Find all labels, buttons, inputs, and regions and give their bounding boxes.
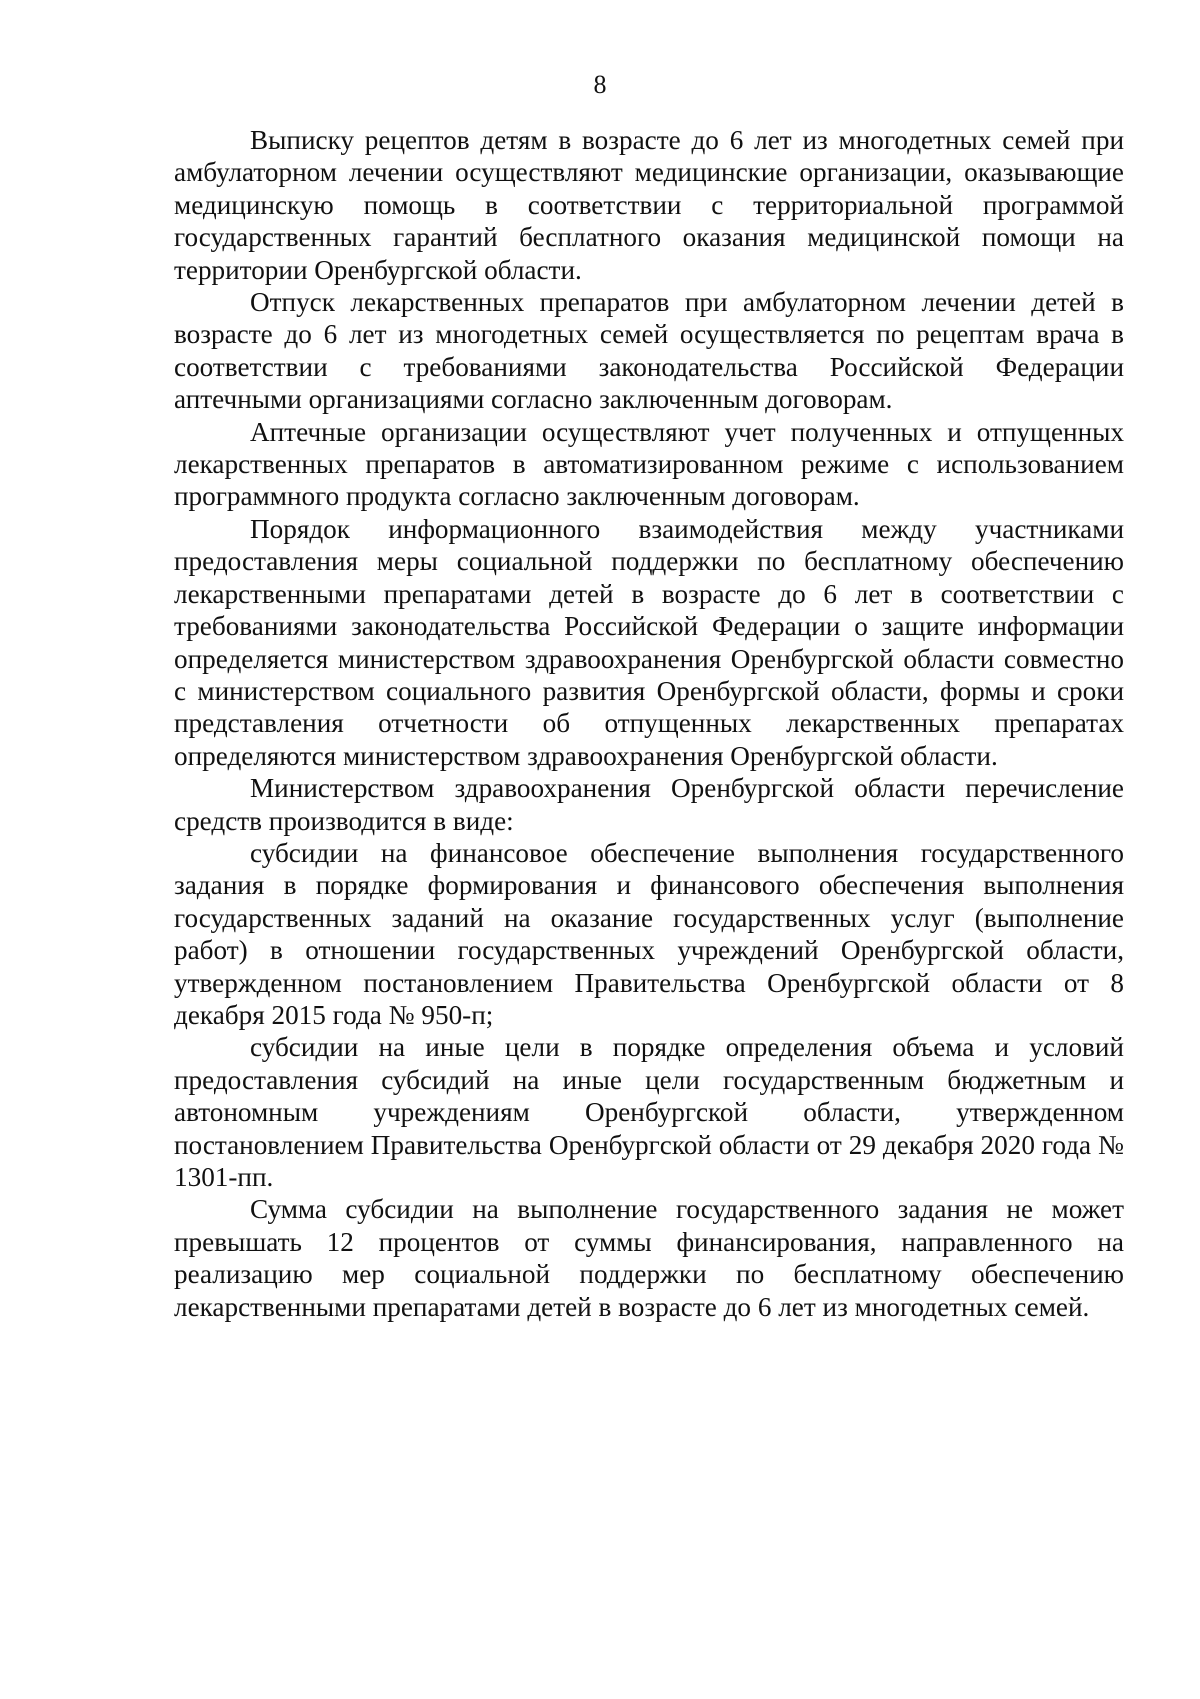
paragraph-information-exchange: Порядок информационного взаимодействия между участниками предоставления меры социальной поддержки по бесплатному обеспечению лекарственными препаратами детей в возрасте до 6 лет в соответствии с требованиями законодательства Российской Федерации о защите информации определяется министерством здравоохранения Оренбургской области совместно с министерством социального развития Оренбургской области, формы и сроки представления отчетности об отпущенных лекарственных препаратах определяются министерством здравоохранения Оренбургской области. [174,513,1124,771]
paragraph-subsidy-limit: Сумма субсидии на выполнение государственного задания не может превышать 12 процентов от суммы финансирования, направленного на реализацию мер социальной поддержки по бесплатному обеспечению лекарственными препаратами детей в возрасте до 6 лет из многодетных семей. [174,1194,1124,1322]
paragraph-subsidy-other-purposes: субсидии на иные цели в порядке определения объема и условий предоставления субсидий на иные цели государственным бюджетным и автономным учреждениям Оренбургской области, утвержденном постановлением Правительства Оренбургской области от 29 декабря 2020 года № 1301-пп. [174,1032,1124,1192]
paragraph-dispensing: Отпуск лекарственных препаратов при амбулаторном лечении детей в возрасте до 6 лет из многодетных семей осуществляется по рецептам врача в соответствии с требованиями законодательства Российской Федерации аптечными организациями согласно заключенным договорам. [174,287,1124,415]
paragraph-prescriptions: Выписку рецептов детям в возрасте до 6 лет из многодетных семей при амбулаторном лечении осуществляют медицинские организации, оказывающие медицинскую помощь в соответствии с территориальной программой государственных гарантий бесплатного оказания медицинской помощи на территории Оренбургской области. [174,125,1124,285]
paragraph-funding-transfer: Министерством здравоохранения Оренбургской области перечисление средств производится в виде: [174,773,1124,836]
paragraph-pharmacy-accounting: Аптечные организации осуществляют учет полученных и отпущенных лекарственных препаратов в автоматизированном режиме с использованием программного продукта согласно заключенным договорам. [174,416,1124,512]
document-body [174,124,1124,1323]
page-number: 8 [593,70,607,99]
paragraph-subsidy-state-task: субсидии на финансовое обеспечение выполнения государственного задания в порядке формирования и финансового обеспечения выполнения государственных заданий на оказание государственных услуг (выполнение работ) в отношении государственных учреждений Оренбургской области, утвержденном постановлением Правительства Оренбургской области от 8 декабря 2015 года № 950-п; [174,837,1124,1030]
